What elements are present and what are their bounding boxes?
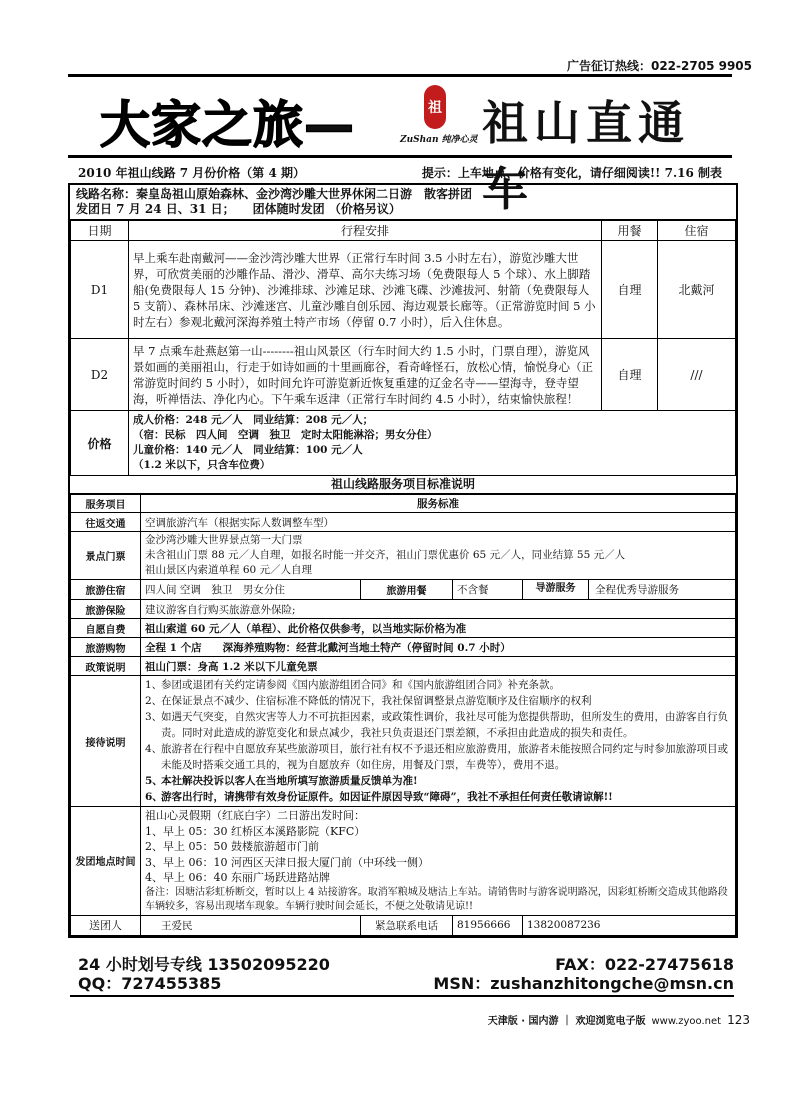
departure-line: 1、早上 05：30 红桥区本溪路影院（KFC） <box>145 824 366 838</box>
service-label: 旅游用餐 <box>361 580 453 600</box>
issue-title-row <box>70 164 730 181</box>
qq: QQ：727455385 <box>78 974 222 993</box>
escort-row <box>71 915 736 935</box>
emergency-phone: 81956666 <box>453 915 523 935</box>
service-value: 不含餐 <box>453 580 523 600</box>
issue-title: 2010 年祖山线路 7 月份价格（第 4 期） <box>78 166 305 180</box>
departure-line: 2、早上 05：50 鼓楼旅游超市门前 <box>145 840 319 853</box>
service-row <box>71 619 736 638</box>
hotline: 24 小时划号专线 13502095220 <box>78 955 330 974</box>
note-item: 5、 本社解决投诉以客人在当地所填写旅游质量反馈单为准! <box>145 775 418 787</box>
col-service-standard: 服务标准 <box>141 495 736 513</box>
service-value: 建议游客自行购买旅游意外保险; <box>141 600 736 619</box>
ticket-line: 未含祖山门票 88 元／人自理，如报名时能一并交齐，祖山门票优惠价 65 元／人，同业结算 55 元／人 <box>145 549 626 561</box>
departure-details <box>141 807 736 916</box>
msn: MSN：zushanzhitongche@msn.cn <box>433 974 734 993</box>
service-row <box>71 580 736 600</box>
brand-title: 大家之旅— <box>100 96 355 154</box>
price-row <box>71 411 736 476</box>
ticket-line: 祖山景区内索道单程 60 元／人自理 <box>145 564 313 576</box>
lodging-note: （宿：民标 四人间 空调 独卫 定时太阳能淋浴；男女分住） <box>133 429 438 441</box>
service-label: 旅游保险 <box>71 600 141 619</box>
service-value: 全程优秀导游服务 <box>595 584 679 596</box>
itinerary-row <box>71 241 736 339</box>
col-service-item: 服务项目 <box>71 495 141 513</box>
service-header-row <box>71 495 736 513</box>
footer-divider <box>70 995 734 997</box>
day-lodging: /// <box>658 339 736 411</box>
service-table <box>70 494 736 936</box>
day-meal: 自理 <box>602 241 658 339</box>
itinerary-table <box>70 220 736 476</box>
departure-line: 3、早上 06：10 河西区天津日报大厦门前（中环线一侧） <box>145 855 429 869</box>
page-footer <box>488 1012 750 1027</box>
day-lodging: 北戴河 <box>658 241 736 339</box>
footer-section: 天津版 · 国内游 ｜ 欢迎浏览电子版 <box>487 1016 646 1027</box>
service-label: 自愿自费 <box>71 619 141 638</box>
price-label: 价格 <box>71 411 129 476</box>
service-value: 祖山门票：身高 1.2 米以下儿童免票 <box>141 657 736 676</box>
day-meal: 自理 <box>602 339 658 411</box>
logo-caption: ZuShan 纯净心灵 <box>400 135 478 145</box>
service-label: 发团地点时间 <box>71 807 141 916</box>
guide-cell <box>523 580 736 600</box>
service-label: 往返交通 <box>71 513 141 532</box>
itinerary-row <box>71 339 736 411</box>
col-date: 日期 <box>71 221 129 241</box>
child-price: 儿童价格：140 元／人 同业结算：100 元／人 <box>133 444 363 456</box>
emergency-label: 紧急联系电话 <box>361 915 453 935</box>
note-item: 1、 参团或退团有关约定请参阅《国内旅游组团合同》和《国内旅游组团合同》补充条款。 <box>145 679 560 691</box>
service-label: 旅游购物 <box>71 638 141 657</box>
note-item: 6、 游客出行时，请携带有效身份证原件。如因证件原因导致“障碍”，我社不承担任何责任敬请谅解!! <box>145 791 613 803</box>
day-schedule: 早上乘车赴南戴河——金沙湾沙雕大世界（正常行车时间 3.5 小时左右），游览沙雕大世界，可欣赏美丽的沙雕作品、滑沙、滑草、高尔夫练习场（免费限每人 5 个球）、水上脚踏船(免费限每人 15 分钟)、沙滩排球、沙滩足球、沙滩飞碟、沙滩拔河、射箭（免费限每人 5 支箭）、森林吊床、沙滩迷宫、儿童沙雕自创乐园、海边观景长廊等。（正常游览时间 5 小时左右）参观北戴河深海养殖土特产市场（停留 0.7 小时），后入住休息。 <box>129 241 602 339</box>
fax: FAX：022-27475618 <box>555 955 734 974</box>
route-name: 线路名称：秦皇岛祖山原始森林、金沙湾沙雕大世界休闲二日游 散客拼团 <box>76 187 473 201</box>
escort-name: 王爱民 <box>141 915 361 935</box>
service-row <box>71 532 736 580</box>
service-value: 空调旅游汽车（根据实际人数调整车型） <box>141 513 736 532</box>
service-title: 祖山线路服务项目标准说明 <box>70 476 736 494</box>
route-header <box>70 185 736 220</box>
service-label: 接待说明 <box>71 676 141 807</box>
departure-line: 祖山心灵假期（红底白字）二日游出发时间： <box>145 809 365 822</box>
page-number: 123 <box>727 1013 750 1027</box>
logo <box>400 85 478 145</box>
service-label: 旅游住宿 <box>71 580 141 600</box>
service-row <box>71 638 736 657</box>
itinerary-sheet <box>68 183 738 938</box>
note-item: 2、 在保证景点不减少、住宿标准不降低的情况下，我社保留调整景点游览顺序及住宿顺序的权利 <box>145 695 592 707</box>
note-item: 4、 旅游者在行程中自愿放弃某些旅游项目，旅行社有权不予退还相应旅游费用，旅游者未能按照合同约定与时参加旅游项目或未能及时搭乘交通工具的，视为自愿放弃（如住房，用餐及门票，车费等），费用不退。 <box>145 743 728 771</box>
emergency-mobile: 13820087236 <box>523 915 736 935</box>
service-value: 全程 1 个店 深海养殖购物：经营北戴河当地土特产（停留时间 0.7 小时） <box>141 638 736 657</box>
route-dates: 发团日 7 月 24 日、31 日； 团体随时发团 （价格另议） <box>76 202 401 216</box>
service-label: 景点门票 <box>71 532 141 580</box>
note-item: 3、 如遇天气突变，自然灾害等人力不可抗拒因素，或政策性调价，我社尽可能为您提供帮助，但所发生的费用，由游客自行负责。同时对此造成的游览变化和景点减少，我社只负责退还门票差额，不承担由此造成的损失和责任。 <box>145 711 728 739</box>
footer-site-link[interactable]: www.zyoo.net <box>651 1016 722 1027</box>
ticket-line: 金沙湾沙雕大世界景点第一大门票 <box>145 534 303 546</box>
col-lodging: 住宿 <box>658 221 736 241</box>
contact-block <box>78 955 734 993</box>
price-details <box>129 411 736 476</box>
service-value <box>141 532 736 580</box>
ad-hotline: 广告征订热线：022-2705 9905 <box>566 59 752 73</box>
service-value: 祖山索道 60 元／人（单程）、此价格仅供参考，以当地实际价格为准 <box>141 619 736 638</box>
col-meal: 用餐 <box>602 221 658 241</box>
service-value: 四人间 空调 独卫 男女分住 <box>141 580 361 600</box>
day-label: D2 <box>71 339 129 411</box>
slogan: 祖山直通车 <box>482 96 690 216</box>
escort-label: 送团人 <box>71 915 141 935</box>
child-note: （1.2 米以下，只含车位费） <box>133 459 271 471</box>
service-label: 政策说明 <box>71 657 141 676</box>
issue-notice: 提示：上车地点、价格有变化，请仔细阅读!! 7.16 制表 <box>421 166 722 180</box>
col-schedule: 行程安排 <box>129 221 602 241</box>
service-row <box>71 657 736 676</box>
departure-line: 4、早上 06：40 东丽广场跃进路站牌 <box>145 871 330 884</box>
departure-note: 备注：因塘沽彩虹桥断交，暂时以上 4 站接游客。取消军粮城及塘沽上车站。请销售时与游客说明路况，因彩虹桥断交造成其他路段车辆较多，容易出现堵车现象。车辆行驶时间会延长，不便之处敬请见谅!! <box>145 886 728 912</box>
reception-notes <box>141 676 736 807</box>
itinerary-header-row <box>71 221 736 241</box>
day-schedule: 早 7 点乘车赴燕赵第一山--------祖山风景区（行车时间大约 1.5 小时，门票自理），游览风景如画的美丽祖山，行走于如诗如画的十里画廊谷，看奇峰怪石，放松心情，愉悦身心（正常游览时间约 5 小时），如时间允许可游览新近恢复重建的辽金名寺——望海寺，登寺望海，听禅悟法、净化内心。下午乘车返津（正常行车时间约 4.5 小时），结束愉快旅程！ <box>129 339 602 411</box>
day-label: D1 <box>71 241 129 339</box>
service-row <box>71 807 736 916</box>
service-row <box>71 676 736 807</box>
service-label: 导游服务 <box>523 580 589 599</box>
logo-mark-icon: 祖 <box>424 85 446 129</box>
service-row <box>71 600 736 619</box>
adult-price: 成人价格：248 元／人 同业结算：208 元／人； <box>133 414 374 426</box>
service-row <box>71 513 736 532</box>
